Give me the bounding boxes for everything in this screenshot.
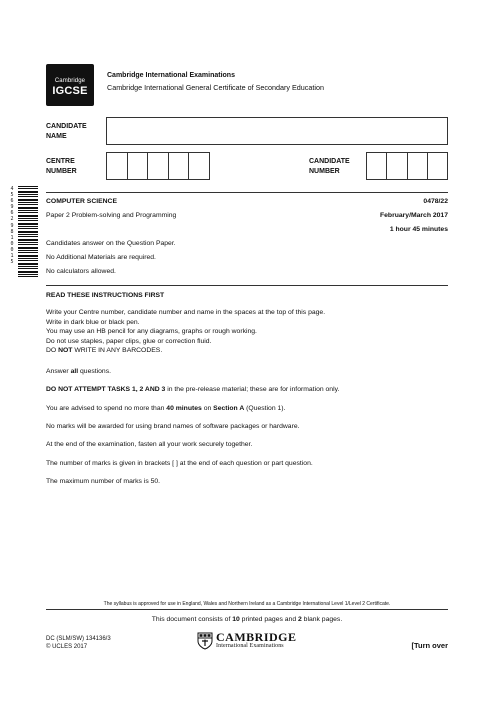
time-instruction [46,404,285,414]
logo-line2: IGCSE [52,85,88,97]
text-run-bold: 10 [232,616,240,623]
text-run: WRITE IN ANY BARCODES. [72,347,163,355]
barcode [18,186,38,278]
text-run-bold: DO NOT ATTEMPT TASKS 1, 2 AND 3 [46,386,166,393]
centre-number-cell[interactable] [128,153,149,179]
text-run-bold: 40 minutes [166,405,202,412]
candidate-number-boxes[interactable] [366,152,448,180]
maximum-marks: The maximum number of marks is 50. [46,478,161,485]
instructions-heading: READ THESE INSTRUCTIONS FIRST [46,292,165,299]
text-run: This document consists of [151,616,233,623]
text-run-bold: all [70,368,79,375]
divider [46,285,448,286]
instruction-line: You may use an HB pencil for any diagrams, graphs or rough working. [46,328,257,336]
paper-title: Paper 2 Problem-solving and Programming [46,212,177,219]
text-run: printed pages and [239,616,298,623]
centre-number-label-line1: CENTRE [46,158,75,165]
candidate-number-cell[interactable] [367,153,387,179]
candidate-number-cell[interactable] [408,153,428,179]
paper-code: 0478/22 [423,198,448,205]
instructions-block [46,308,446,356]
candidate-number-cell[interactable] [387,153,407,179]
candidate-name-box[interactable] [106,117,448,145]
turn-over: [Turn over [411,641,448,650]
text-run-bold: NOT [58,347,73,355]
candidate-number-label-line1: CANDIDATE [309,158,350,165]
candidate-name-label-line2: NAME [46,133,67,140]
text-run: Answer [46,368,71,375]
cambridge-subtitle: International Examinations [216,643,284,649]
candidate-name-label-line1: CANDIDATE [46,123,87,130]
centre-number-cell[interactable] [189,153,209,179]
subject-title: COMPUTER SCIENCE [46,198,117,205]
tasks-instruction [46,385,339,395]
cambridge-wordmark: CAMBRIDGE [216,630,297,644]
cambridge-igcse-logo [46,64,94,106]
certificate-name: Cambridge International General Certificate of Secondary Education [107,83,324,92]
centre-number-cell[interactable] [169,153,190,179]
text-run-bold: Section A [213,405,245,412]
barcode-digits: 4 5 6 9 6 2 9 8 1 0 0 1 5 [10,186,14,266]
candidate-number-label [309,157,350,177]
page-count [46,615,448,625]
instruction-line: Write your Centre number, candidate number and name in the spaces at the top of this page. [46,309,326,316]
centre-number-boxes[interactable] [106,152,210,180]
instruction-line: Write in dark blue or black pen. [46,318,140,326]
centre-number-label [46,157,77,177]
exam-duration: 1 hour 45 minutes [389,226,448,233]
candidate-name-label [46,122,87,142]
text-run-bold: 2 [298,616,302,623]
instruction-line: Do not use staples, paper clips, glue or correction fluid. [46,337,212,345]
centre-number-cell[interactable] [107,153,128,179]
text-run: questions. [78,368,111,375]
materials-line-3: No calculators allowed. [46,268,116,275]
exam-session: February/March 2017 [379,212,448,219]
fasten-instruction: At the end of the examination, fasten all your work securely together. [46,441,253,448]
cambridge-crest-icon [196,632,214,650]
text-run: (Question 1). [244,405,286,412]
org-name: Cambridge International Examinations [107,72,235,79]
text-run: You are advised to spend no more than [46,405,167,412]
divider [46,192,448,193]
syllabus-note: The syllabus is approved for use in England, Wales and Northern Ireland as a Cambridge International Level 1/Level 2 Certificate. [103,601,391,607]
answer-all-instruction [46,367,111,377]
text-run: in the pre-release material; these are for information only. [165,386,340,393]
text-run: DO [46,347,59,355]
text-run: on [201,405,214,412]
materials-line-2: No Additional Materials are required. [46,254,156,261]
centre-number-cell[interactable] [148,153,169,179]
brackets-instruction: The number of marks is given in brackets [ ] at the end of each question or part question. [46,460,313,467]
centre-number-label-line2: NUMBER [46,168,77,175]
text-run: blank pages. [301,616,343,623]
candidate-number-label-line2: NUMBER [309,168,340,175]
document-ref: DC (SLM/SW) 134136/3 [46,636,111,642]
divider [46,609,448,610]
barcode-instruction [46,346,446,356]
copyright: © UCLES 2017 [46,644,88,650]
brand-instruction: No marks will be awarded for using brand names of software packages or hardware. [46,423,300,430]
materials-line-1: Candidates answer on the Question Paper. [46,240,176,247]
logo-line1: Cambridge [54,78,86,84]
candidate-number-cell[interactable] [428,153,447,179]
